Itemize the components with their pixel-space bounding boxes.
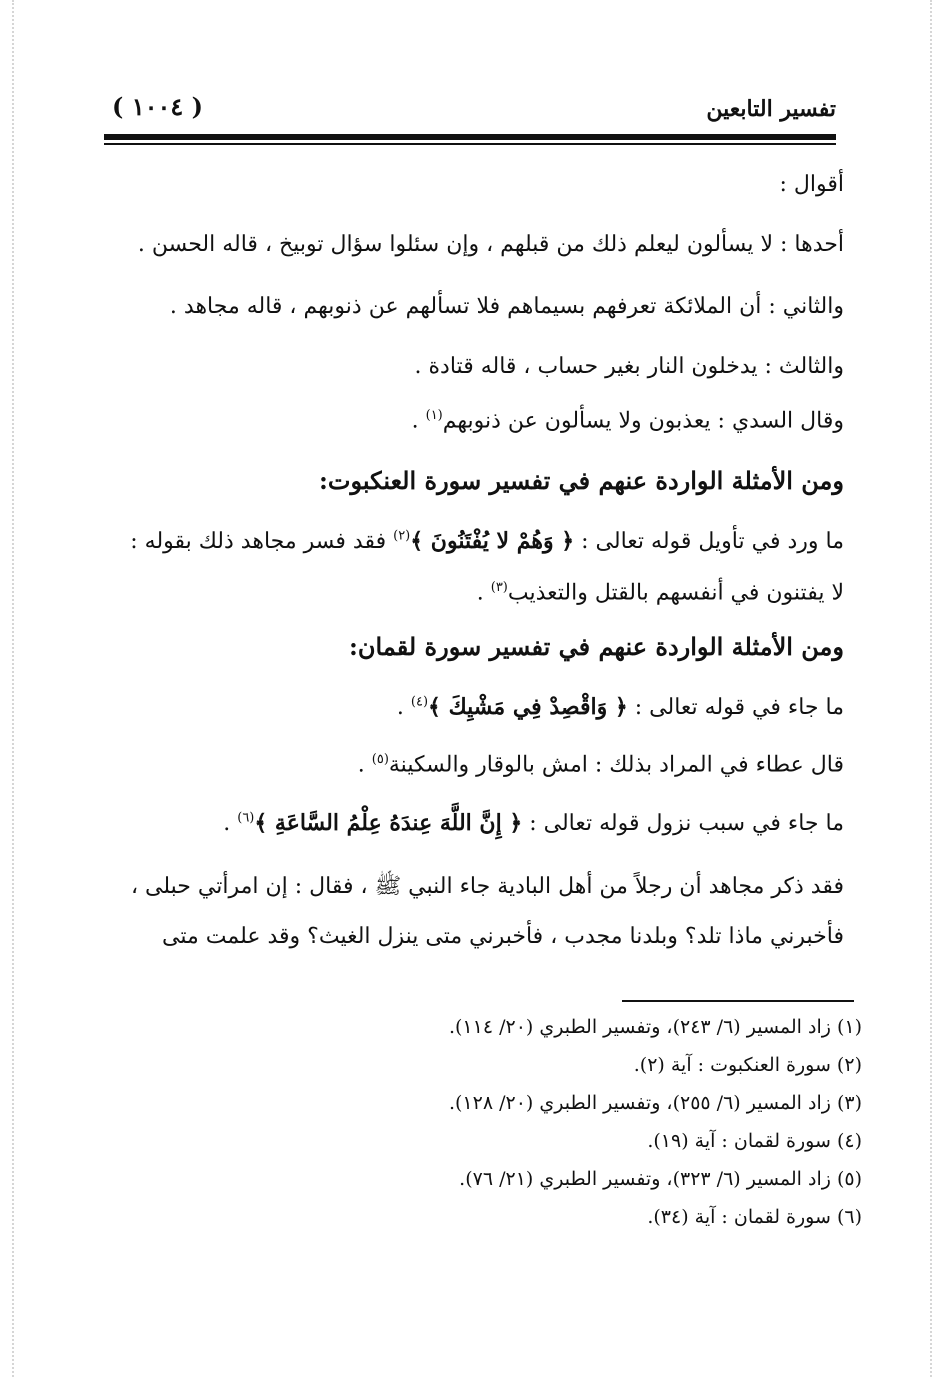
- text-line: والثاني : أن الملائكة تعرفهم بسيماهم فلا تسألهم عن ذنوبهم ، قاله مجاهد .: [169, 294, 844, 319]
- footnote: (٣) زاد المسير (٦/ ٢٥٥)، وتفسير الطبري (٢٠/ ١٢٨).: [448, 1092, 862, 1114]
- footnote-ref: (٦): [237, 810, 255, 826]
- text-line: ما جاء في سبب نزول قوله تعالى : ﴿ إِنَّ اللَّهَ عِندَهُ عِلْمُ السَّاعَةِ ﴾$^{(٦)}$ .: [223, 810, 844, 836]
- text-line: قال عطاء في المراد بذلك : امش بالوقار والسكينة$^{(٥)}$ .: [357, 752, 844, 778]
- header-rule-thick: [104, 134, 836, 140]
- text-segment: لا يفتنون في أنفسهم بالقتل والتعذيب: [507, 580, 844, 606]
- footnote-ref: (١): [425, 408, 443, 423]
- text-line: وقال السدي : يعذبون ولا يسألون عن ذنوبهم$^{(١)}$ .: [411, 408, 844, 434]
- text-line: [130, 528, 844, 554]
- quran-verse: ﴿ وَهُمْ لا يُفْتَنُونَ ﴾: [410, 528, 575, 554]
- text-line: أحدها : لا يسألون ليعلم ذلك من قبلهم ، وإن سئلوا سؤال توبيخ ، قاله الحسن .: [137, 232, 844, 257]
- page-number: ( ١٠٠٤ ): [112, 92, 203, 121]
- scan-margin-left: [12, 0, 14, 1377]
- footnote: (٤) سورة لقمان : آية (١٩).: [647, 1130, 862, 1152]
- section-heading: ومن الأمثلة الواردة عنهم في تفسير سورة لقمان:: [349, 632, 844, 661]
- footnote-ref: (٤): [410, 694, 429, 710]
- intro-line: أقوال :: [779, 172, 844, 197]
- footnote-ref: (٥): [371, 752, 389, 767]
- footnote-ref: (٣): [490, 580, 508, 595]
- text-line: لا يفتنون في أنفسهم بالقتل والتعذيب$^{(٣)}$ .: [476, 580, 844, 606]
- text-segment: ما جاء في قوله تعالى :: [634, 695, 844, 720]
- text-line: ما جاء في قوله تعالى : ﴿ وَاقْصِدْ فِي مَشْيِكَ ﴾$^{(٤)}$ .: [396, 694, 844, 720]
- footnote: (١) زاد المسير (٦/ ٢٤٣)، وتفسير الطبري (٢٠/ ١١٤).: [448, 1016, 862, 1038]
- text-segment: وقال السدي : يعذبون ولا يسألون عن ذنوبهم: [442, 408, 844, 434]
- text-segment: فقد فسر مجاهد ذلك بقوله :: [130, 529, 387, 554]
- quran-verse: ﴿ وَاقْصِدْ فِي مَشْيِكَ ﴾: [428, 694, 628, 720]
- scan-margin-right: [930, 0, 932, 1377]
- footnote: (٥) زاد المسير (٦/ ٣٢٣)، وتفسير الطبري (٢١/ ٧٦).: [459, 1168, 862, 1190]
- running-title: تفسير التابعين: [706, 96, 836, 122]
- text-segment: ما جاء في سبب نزول قوله تعالى :: [529, 811, 844, 836]
- section-heading: ومن الأمثلة الواردة عنهم في تفسير سورة العنكبوت:: [319, 466, 844, 495]
- header-rule-thin: [104, 143, 836, 145]
- text-segment: ما ورد في تأويل قوله تعالى :: [581, 529, 844, 554]
- footnote: (٦) سورة لقمان : آية (٣٤).: [647, 1206, 862, 1228]
- footnote-ref: (٢): [393, 528, 411, 544]
- text-segment: قال عطاء في المراد بذلك : امش بالوقار والسكينة: [388, 752, 844, 778]
- footnote: (٢) سورة العنكبوت : آية (٢).: [633, 1054, 862, 1076]
- text-line: فقد ذكر مجاهد أن رجلاً من أهل البادية جاء النبي ﷺ ، فقال : إن امرأتي حبلى ،: [130, 874, 844, 899]
- footnote-separator: [622, 1000, 854, 1002]
- text-line: والثالث : يدخلون النار بغير حساب ، قاله قتادة .: [414, 354, 844, 379]
- text-line: فأخبرني ماذا تلد؟ وبلدنا مجدب ، فأخبرني متى ينزل الغيث؟ وقد علمت متى: [162, 924, 844, 949]
- page-header: [104, 92, 836, 132]
- quran-verse: ﴿ إِنَّ اللَّهَ عِندَهُ عِلْمُ السَّاعَةِ ﴾: [254, 810, 523, 836]
